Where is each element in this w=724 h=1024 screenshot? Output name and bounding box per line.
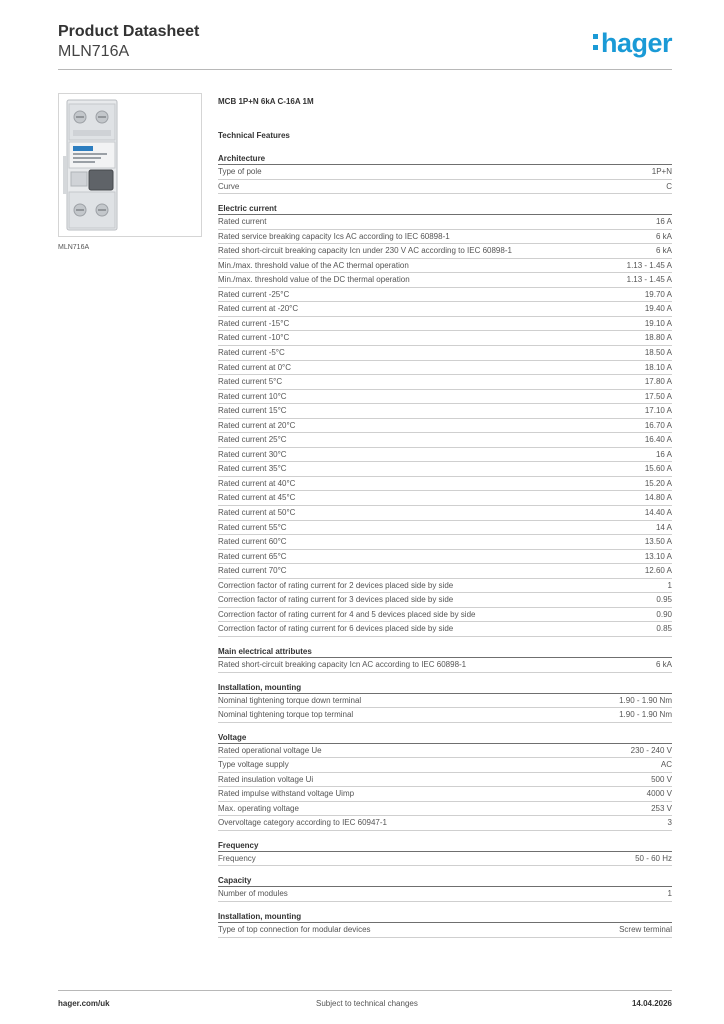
spec-section (218, 203, 672, 637)
spec-row (218, 708, 672, 723)
spec-sections (218, 153, 672, 938)
spec-value: 6 kA (655, 246, 672, 256)
spec-label: Min./max. threshold value of the AC thermal operation (218, 260, 409, 270)
section-title: Frequency (218, 840, 259, 850)
spec-value: 0.85 (656, 624, 672, 634)
spec-label: Rated current at 50°C (218, 508, 296, 518)
spec-value: C (666, 181, 672, 191)
spec-label: Correction factor of rating current for 2 devices placed side by side (218, 580, 454, 590)
spec-value: 13.10 A (644, 551, 672, 561)
spec-label: Type of top connection for modular devices (218, 924, 371, 934)
logo-text: hager (600, 28, 672, 58)
spec-value: 18.10 A (644, 362, 672, 372)
spec-row (218, 346, 672, 361)
spec-label: Type of pole (218, 167, 262, 176)
spec-label: Correction factor of rating current for 4 and 5 devices placed side by side (218, 609, 476, 619)
spec-label: Rated short-circuit breaking capacity Icn under 230 V AC according to IEC 60898-1 (218, 246, 512, 256)
page-header (58, 20, 672, 70)
spec-row (218, 433, 672, 448)
spec-value: 1P+N (651, 167, 672, 176)
spec-value: 19.10 A (644, 318, 672, 328)
spec-label: Rated operational voltage Ue (218, 745, 322, 755)
footer-website: hager.com/uk (58, 999, 110, 1008)
spec-row (218, 887, 672, 902)
spec-label: Correction factor of rating current for 3 devices placed side by side (218, 595, 454, 605)
spec-table (218, 886, 672, 902)
spec-value: 17.50 A (644, 391, 672, 401)
spec-row (218, 419, 672, 434)
spec-label: Rated current at 20°C (218, 420, 296, 430)
page-title: Product Datasheet (58, 23, 200, 40)
spec-value: 1 (667, 889, 672, 899)
spec-value: 19.40 A (644, 304, 672, 314)
spec-value: 0.95 (656, 595, 672, 605)
spec-value: 14.80 A (644, 493, 672, 503)
spec-value: 1 (667, 580, 672, 590)
spec-row (218, 773, 672, 788)
spec-row (218, 215, 672, 230)
spec-label: Min./max. threshold value of the DC thermal operation (218, 275, 410, 285)
spec-label: Rated current 60°C (218, 537, 287, 547)
spec-value: 15.60 A (644, 464, 672, 474)
spec-table (218, 657, 672, 673)
spec-row (218, 230, 672, 245)
spec-value: 18.50 A (644, 348, 672, 358)
spec-label: Number of modules (218, 889, 288, 899)
spec-row (218, 390, 672, 405)
spec-label: Rated current at 45°C (218, 493, 296, 503)
spec-value: 14 A (655, 522, 672, 532)
spec-row (218, 491, 672, 506)
spec-row (218, 404, 672, 419)
spec-label: Rated current 30°C (218, 449, 287, 459)
spec-label: Rated current (218, 217, 267, 227)
spec-value: 253 V (651, 803, 672, 813)
spec-row (218, 448, 672, 463)
spec-label: Rated current 55°C (218, 522, 287, 532)
spec-label: Rated current -5°C (218, 348, 285, 358)
spec-row (218, 579, 672, 594)
spec-section (218, 911, 672, 938)
spec-row (218, 758, 672, 773)
spec-value: 16.40 A (644, 435, 672, 445)
spec-label: Type voltage supply (218, 760, 289, 770)
spec-value: 16 A (655, 449, 672, 459)
spec-value: 15.20 A (644, 478, 672, 488)
section-title: Main electrical attributes (218, 646, 312, 656)
spec-label: Rated insulation voltage Ui (218, 774, 314, 784)
technical-features-title: Technical Features (218, 131, 290, 140)
section-title: Voltage (218, 732, 247, 742)
spec-table (218, 922, 672, 938)
spec-label: Rated current 70°C (218, 566, 287, 576)
spec-label: Rated current -15°C (218, 318, 290, 328)
spec-label: Rated current at 40°C (218, 478, 296, 488)
spec-row (218, 658, 672, 673)
circuit-breaker-icon (59, 94, 201, 236)
image-caption: MLN716A (58, 244, 90, 251)
section-title: Electric current (218, 204, 277, 214)
spec-row (218, 180, 672, 195)
spec-value: 1.13 - 1.45 A (626, 275, 672, 285)
section-title: Architecture (218, 154, 266, 163)
spec-section (218, 682, 672, 723)
spec-section (218, 875, 672, 902)
spec-value: 1.90 - 1.90 Nm (619, 710, 672, 720)
footer-date: 14.04.2026 (631, 999, 672, 1008)
spec-content (218, 97, 672, 947)
spec-table (218, 851, 672, 867)
spec-row (218, 852, 672, 867)
footer-notice: Subject to technical changes (316, 999, 418, 1008)
spec-value: AC (660, 760, 672, 770)
spec-value: 6 kA (655, 659, 672, 669)
spec-row (218, 802, 672, 817)
section-title: Installation, mounting (218, 911, 302, 921)
spec-row (218, 317, 672, 332)
spec-label: Rated current 10°C (218, 391, 287, 401)
product-code: MLN716A (58, 43, 130, 60)
spec-label: Rated current at -20°C (218, 304, 299, 314)
spec-row (218, 462, 672, 477)
spec-table (218, 214, 672, 637)
spec-label: Rated current 25°C (218, 435, 287, 445)
spec-section (218, 732, 672, 831)
spec-row (218, 506, 672, 521)
spec-value: 230 - 240 V (630, 745, 672, 755)
spec-value: 17.80 A (644, 377, 672, 387)
spec-label: Rated short-circuit breaking capacity Icn AC according to IEC 60898-1 (218, 659, 467, 669)
spec-label: Rated current 35°C (218, 464, 287, 474)
section-title: Capacity (218, 876, 252, 886)
spec-row (218, 744, 672, 759)
spec-row (218, 535, 672, 550)
spec-value: 18.80 A (644, 333, 672, 343)
spec-label: Correction factor of rating current for 6 devices placed side by side (218, 624, 454, 634)
spec-value: 500 V (651, 774, 672, 784)
header-divider (58, 69, 672, 70)
spec-value: 13.50 A (644, 537, 672, 547)
spec-label: Rated current at 0°C (218, 362, 292, 372)
spec-row (218, 622, 672, 637)
logo-dots-icon (593, 34, 598, 50)
spec-section (218, 153, 672, 194)
spec-row (218, 923, 672, 938)
spec-section (218, 840, 672, 867)
section-title: Installation, mounting (218, 682, 302, 692)
spec-row (218, 564, 672, 579)
spec-label: Curve (218, 181, 240, 191)
spec-label: Overvoltage category according to IEC 60947-1 (218, 818, 387, 828)
spec-row (218, 259, 672, 274)
hager-logo (593, 28, 672, 59)
spec-row (218, 694, 672, 709)
spec-table (218, 164, 672, 194)
spec-row (218, 593, 672, 608)
spec-label: Nominal tightening torque down terminal (218, 695, 362, 705)
spec-value: 17.10 A (644, 406, 672, 416)
spec-row (218, 331, 672, 346)
product-name: MCB 1P+N 6kA C-16A 1M (218, 97, 314, 106)
spec-row (218, 608, 672, 623)
spec-label: Rated current 65°C (218, 551, 287, 561)
spec-value: Screw terminal (619, 924, 672, 934)
spec-value: 4000 V (646, 789, 672, 799)
spec-table (218, 743, 672, 831)
spec-row (218, 244, 672, 259)
spec-value: 19.70 A (644, 289, 672, 299)
spec-value: 3 (667, 818, 672, 828)
spec-value: 14.40 A (644, 508, 672, 518)
spec-label: Rated service breaking capacity Ics AC according to IEC 60898-1 (218, 231, 450, 241)
spec-value: 50 - 60 Hz (635, 853, 672, 863)
spec-section (218, 646, 672, 673)
product-image (58, 93, 202, 237)
spec-label: Rated current -10°C (218, 333, 290, 343)
spec-row (218, 375, 672, 390)
spec-label: Max. operating voltage (218, 803, 299, 813)
spec-row (218, 273, 672, 288)
spec-value: 1.90 - 1.90 Nm (619, 695, 672, 705)
spec-value: 16.70 A (644, 420, 672, 430)
spec-row (218, 477, 672, 492)
spec-row (218, 361, 672, 376)
spec-label: Nominal tightening torque top terminal (218, 710, 354, 720)
spec-label: Rated current 15°C (218, 406, 287, 416)
spec-row (218, 165, 672, 180)
spec-value: 1.13 - 1.45 A (626, 260, 672, 270)
spec-row (218, 787, 672, 802)
spec-row (218, 816, 672, 831)
spec-label: Frequency (218, 853, 256, 863)
spec-value: 0.90 (656, 609, 672, 619)
spec-value: 12.60 A (644, 566, 672, 576)
spec-row (218, 550, 672, 565)
spec-value: 16 A (655, 217, 672, 227)
spec-table (218, 693, 672, 723)
spec-label: Rated current 5°C (218, 377, 283, 387)
spec-label: Rated current -25°C (218, 289, 290, 299)
spec-label: Rated impulse withstand voltage Uimp (218, 789, 355, 799)
footer-divider (58, 990, 672, 991)
spec-row (218, 521, 672, 536)
spec-row (218, 302, 672, 317)
spec-row (218, 288, 672, 303)
spec-value: 6 kA (655, 231, 672, 241)
